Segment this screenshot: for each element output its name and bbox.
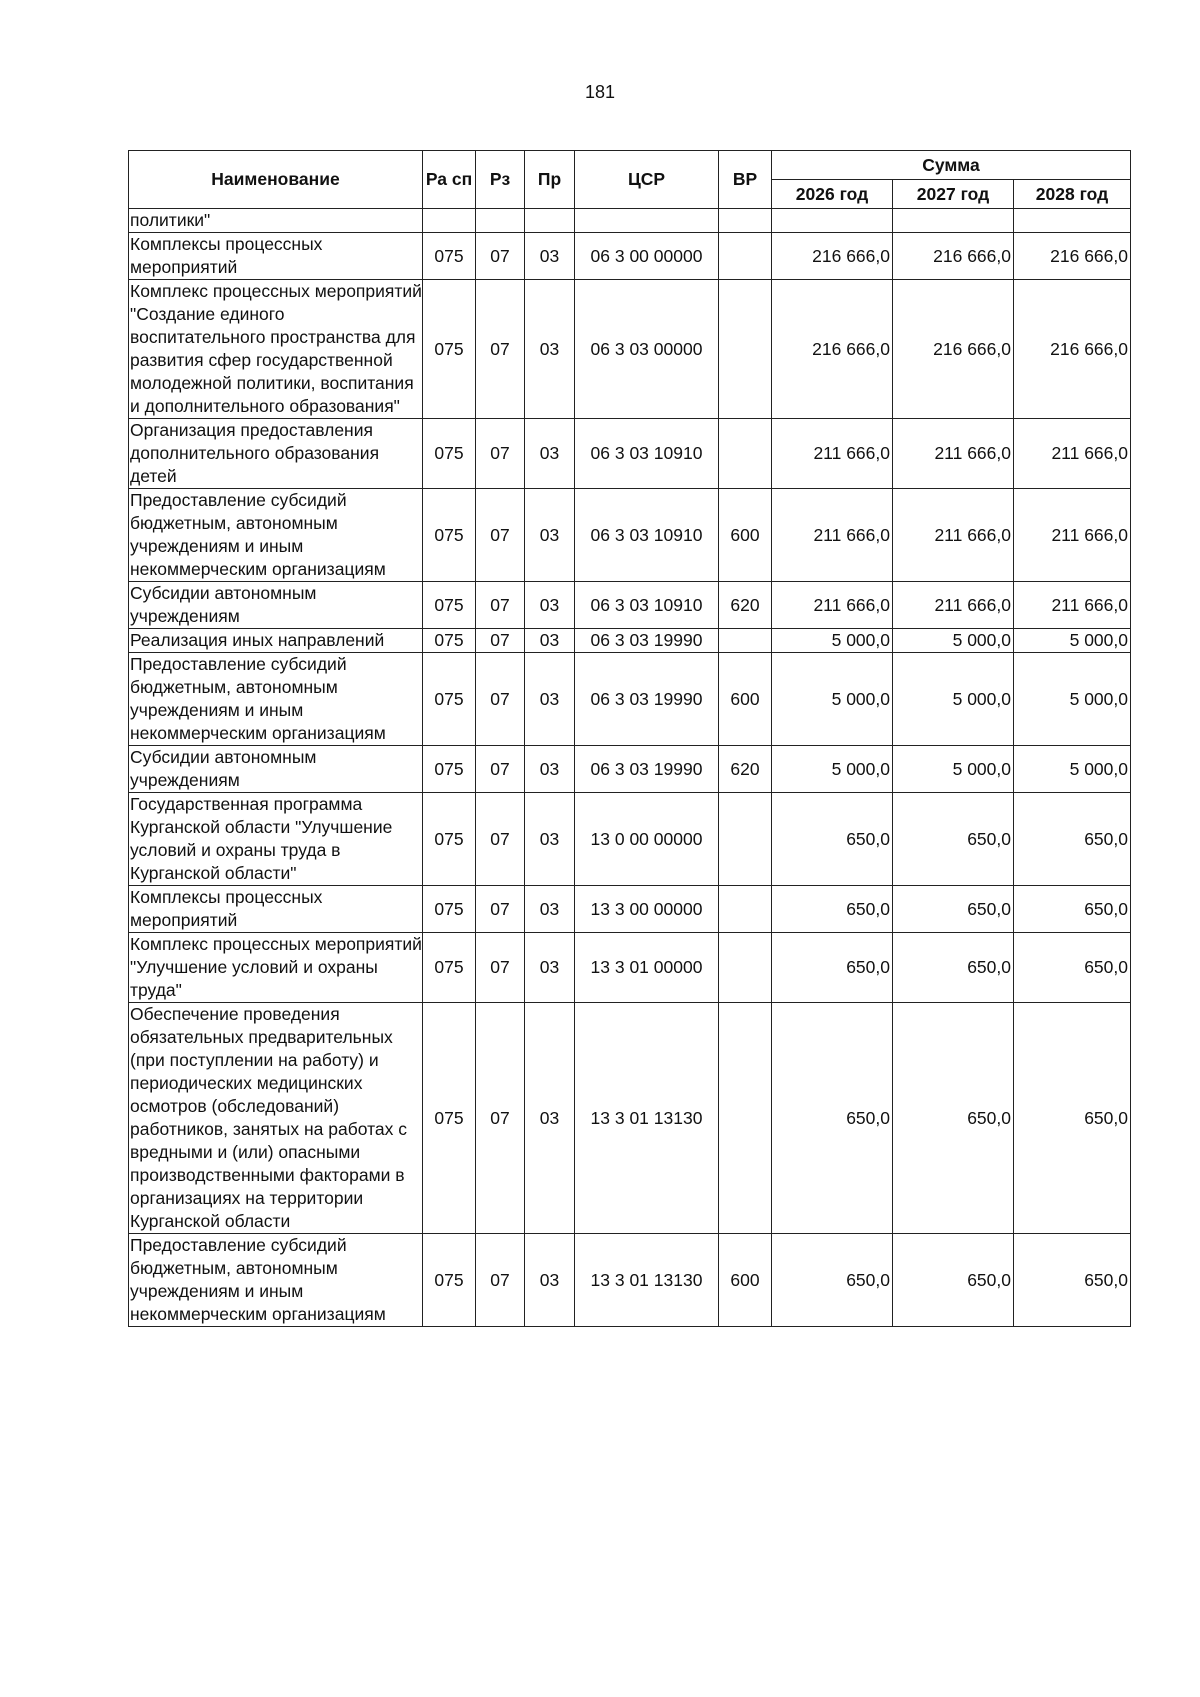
cell-csr: 13 3 01 13130 [575,1234,719,1327]
cell-pr: 03 [525,582,575,629]
cell-2026: 5 000,0 [772,629,893,653]
cell-2028: 650,0 [1014,933,1131,1003]
table-row [129,933,1131,1003]
table-body [129,209,1131,1327]
cell-vr: 600 [719,489,772,582]
cell-csr: 06 3 00 00000 [575,233,719,280]
cell-vr [719,629,772,653]
header-2028: 2028 год [1014,180,1131,209]
table-row [129,582,1131,629]
cell-name: Комплексы процессных мероприятий [129,886,423,933]
cell-name: Комплексы процессных мероприятий [129,233,423,280]
cell-pr: 03 [525,746,575,793]
cell-name: политики" [129,209,423,233]
cell-rasp: 075 [423,582,476,629]
table-row [129,793,1131,886]
cell-rasp [423,209,476,233]
cell-rz: 07 [476,746,525,793]
cell-rasp: 075 [423,653,476,746]
header-pr: Пр [525,151,575,209]
cell-2028: 211 666,0 [1014,582,1131,629]
header-name: Наименование [129,151,423,209]
cell-vr [719,280,772,419]
cell-2028: 5 000,0 [1014,746,1131,793]
cell-rasp: 075 [423,793,476,886]
budget-table [128,150,1131,1327]
cell-csr [575,209,719,233]
cell-name: Организация предоставления дополнительного образования детей [129,419,423,489]
header-rasp: Ра сп [423,151,476,209]
cell-vr [719,933,772,1003]
cell-csr: 06 3 03 19990 [575,653,719,746]
cell-2026: 211 666,0 [772,489,893,582]
cell-name: Субсидии автономным учреждениям [129,582,423,629]
continuation-row [129,209,1131,233]
cell-2026: 216 666,0 [772,233,893,280]
cell-2028: 216 666,0 [1014,233,1131,280]
table-row [129,489,1131,582]
cell-rasp: 075 [423,629,476,653]
cell-pr [525,209,575,233]
cell-name: Государственная программа Курганской области "Улучшение условий и охраны труда в Курганской области" [129,793,423,886]
cell-pr: 03 [525,233,575,280]
cell-csr: 06 3 03 19990 [575,746,719,793]
cell-2026: 650,0 [772,793,893,886]
cell-2026: 5 000,0 [772,746,893,793]
cell-vr [719,419,772,489]
cell-2026: 5 000,0 [772,653,893,746]
table-header [129,151,1131,209]
cell-pr: 03 [525,793,575,886]
cell-csr: 06 3 03 10910 [575,582,719,629]
cell-csr: 06 3 03 00000 [575,280,719,419]
cell-rasp: 075 [423,746,476,793]
cell-vr [719,793,772,886]
cell-2026: 650,0 [772,1003,893,1234]
cell-2027: 650,0 [893,1234,1014,1327]
cell-2028: 216 666,0 [1014,280,1131,419]
cell-pr: 03 [525,653,575,746]
cell-pr: 03 [525,280,575,419]
table-row [129,886,1131,933]
cell-pr: 03 [525,1003,575,1234]
cell-2028: 5 000,0 [1014,653,1131,746]
cell-2027: 5 000,0 [893,746,1014,793]
table-row [129,280,1131,419]
cell-rasp: 075 [423,1003,476,1234]
cell-rz: 07 [476,419,525,489]
cell-rasp: 075 [423,419,476,489]
cell-rz: 07 [476,653,525,746]
table-row [129,1003,1131,1234]
cell-pr: 03 [525,1234,575,1327]
cell-2027: 211 666,0 [893,582,1014,629]
cell-2027: 650,0 [893,886,1014,933]
cell-name: Предоставление субсидий бюджетным, автономным учреждениям и иным некоммерческим организациям [129,489,423,582]
cell-name: Предоставление субсидий бюджетным, автономным учреждениям и иным некоммерческим организациям [129,1234,423,1327]
table-row [129,653,1131,746]
header-2027: 2027 год [893,180,1014,209]
cell-csr: 13 3 00 00000 [575,886,719,933]
cell-rasp: 075 [423,489,476,582]
cell-csr: 13 3 01 13130 [575,1003,719,1234]
header-sum: Сумма [772,151,1131,180]
cell-2027 [893,209,1014,233]
cell-vr: 620 [719,746,772,793]
cell-rz: 07 [476,886,525,933]
cell-vr [719,209,772,233]
cell-name: Комплекс процессных мероприятий "Создание единого воспитательного пространства для развития сфер государственной молодежной политики, воспитания и дополнительного образования" [129,280,423,419]
cell-rz: 07 [476,582,525,629]
cell-2027: 650,0 [893,1003,1014,1234]
cell-2026: 216 666,0 [772,280,893,419]
cell-rz: 07 [476,933,525,1003]
cell-name: Субсидии автономным учреждениям [129,746,423,793]
cell-rz: 07 [476,1003,525,1234]
cell-2028: 650,0 [1014,1003,1131,1234]
cell-rz [476,209,525,233]
cell-csr: 06 3 03 19990 [575,629,719,653]
cell-csr: 13 0 00 00000 [575,793,719,886]
cell-2027: 5 000,0 [893,653,1014,746]
cell-2027: 650,0 [893,793,1014,886]
page-number: 181 [584,82,616,102]
cell-rz: 07 [476,280,525,419]
cell-2027: 211 666,0 [893,419,1014,489]
cell-2028: 650,0 [1014,1234,1131,1327]
cell-rasp: 075 [423,280,476,419]
cell-rasp: 075 [423,233,476,280]
cell-2026: 650,0 [772,933,893,1003]
cell-pr: 03 [525,419,575,489]
cell-vr: 620 [719,582,772,629]
cell-pr: 03 [525,629,575,653]
cell-2026: 211 666,0 [772,582,893,629]
cell-pr: 03 [525,933,575,1003]
cell-2026: 211 666,0 [772,419,893,489]
table-row [129,419,1131,489]
cell-vr [719,1003,772,1234]
cell-vr: 600 [719,653,772,746]
header-vr: ВР [719,151,772,209]
cell-2028 [1014,209,1131,233]
cell-csr: 06 3 03 10910 [575,489,719,582]
cell-2028: 650,0 [1014,793,1131,886]
cell-vr [719,233,772,280]
cell-rasp: 075 [423,886,476,933]
cell-2026 [772,209,893,233]
cell-vr: 600 [719,1234,772,1327]
cell-2027: 650,0 [893,933,1014,1003]
header-csr: ЦСР [575,151,719,209]
cell-name: Обеспечение проведения обязательных предварительных (при поступлении на работу) и периодических медицинских осмотров (обследований) работников, занятых на работах с вредными и (или) опасными производственными факторами в организациях на территории Курганской области [129,1003,423,1234]
cell-name: Предоставление субсидий бюджетным, автономным учреждениям и иным некоммерческим организациям [129,653,423,746]
cell-vr [719,886,772,933]
cell-rz: 07 [476,489,525,582]
cell-csr: 13 3 01 00000 [575,933,719,1003]
header-2026: 2026 год [772,180,893,209]
table-row [129,629,1131,653]
cell-2028: 211 666,0 [1014,489,1131,582]
cell-rz: 07 [476,629,525,653]
cell-2027: 5 000,0 [893,629,1014,653]
cell-2028: 211 666,0 [1014,419,1131,489]
cell-2026: 650,0 [772,1234,893,1327]
cell-2026: 650,0 [772,886,893,933]
cell-rasp: 075 [423,933,476,1003]
cell-name: Комплекс процессных мероприятий "Улучшение условий и охраны труда" [129,933,423,1003]
table-row [129,233,1131,280]
cell-rz: 07 [476,1234,525,1327]
table-row [129,746,1131,793]
table-row [129,1234,1131,1327]
cell-2028: 5 000,0 [1014,629,1131,653]
cell-rz: 07 [476,793,525,886]
cell-rz: 07 [476,233,525,280]
cell-2027: 211 666,0 [893,489,1014,582]
cell-rasp: 075 [423,1234,476,1327]
cell-2028: 650,0 [1014,886,1131,933]
cell-pr: 03 [525,489,575,582]
cell-name: Реализация иных направлений [129,629,423,653]
cell-2027: 216 666,0 [893,233,1014,280]
cell-csr: 06 3 03 10910 [575,419,719,489]
cell-2027: 216 666,0 [893,280,1014,419]
cell-pr: 03 [525,886,575,933]
header-rz: Рз [476,151,525,209]
